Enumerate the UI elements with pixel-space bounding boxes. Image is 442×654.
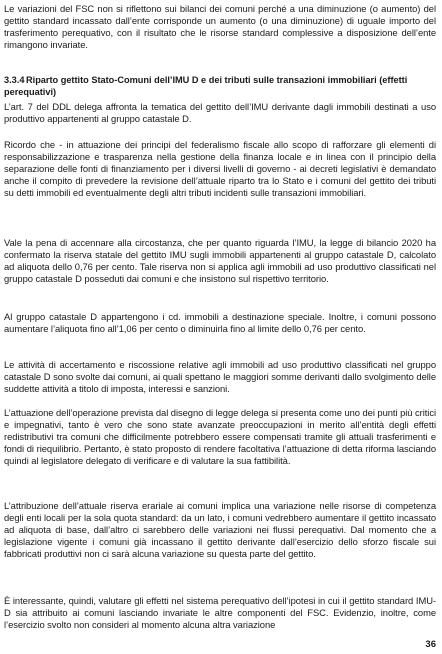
paragraph: È interessante, quindi, valutare gli effetti nel sistema perequativo dell’ipotesi in cui il gettito standard IMU-D sia attribuito ai comuni lasciando invariate le altre componenti del FSC. Evidenzio, inoltre, come l’esercizio svolto non consideri al momento alcuna altra variazione bbox=[4, 595, 436, 630]
page-number: 36 bbox=[425, 639, 436, 650]
paragraph: L’art. 7 del DDL delega affronta la tematica del gettito dell’IMU derivante dagli immobili destinati a uso produttivo appartenenti al gruppo catastale D. bbox=[4, 101, 436, 124]
paragraph: L’attribuzione dell’attuale riserva erariale ai comuni implica una variazione nelle risorse di competenza degli enti locali per la sola quota standard: da un lato, i comuni vedrebbero aumentare il gettito incassato ad aliquota di base, dall’altro ci sarebbero delle variazioni nei flussi perequativi. Dal momento che a legislazione vigente i comuni già incassano il gettito derivante dall’esercizio dello sforzo fiscale sui fabbricati produttivi non ci sarà alcuna variazione su questa parte del gettito. bbox=[4, 500, 436, 559]
section-number: 3.3.4 bbox=[4, 75, 25, 85]
intro-paragraph: Le variazioni del FSC non si riflettono sui bilanci dei comuni perché a una diminuzione (o aumento) del gettito standard incassato dall’ente corrisponde un aumento (o una diminuzione) di uguale importo del trasferimento perequativo, con il risultato che le risorse standard complessive a disposizione dell’ente rimangono invariate. bbox=[4, 3, 436, 50]
paragraph: Vale la pena di accennare alla circostanza, che per quanto riguarda l’IMU, la legge di bilancio 2020 ha confermato la riserva statale del gettito IMU sugli immobili appartenenti al gruppo catastale D, calcolato ad aliquota dello 0,76 per cento. Tale riserva non si applica agli immobili ad uso produttivo classificati nel gruppo catastale D posseduti dai comuni e che insistono sul rispettivo territorio. bbox=[4, 237, 436, 284]
paragraph: Le attività di accertamento e riscossione relative agli immobili ad uso produttivo classificati nel gruppo catastale D sono svolte dai comuni, ai quali spettano le maggiori somme derivanti dallo svolgimento delle suddette attività a titolo di imposta, interessi e sanzioni. bbox=[4, 359, 436, 394]
section-heading bbox=[4, 74, 436, 98]
paragraph: L’attuazione dell’operazione prevista dal disegno di legge delega si presenta come uno dei punti più critici e impegnativi, tanto è vero che sono state avanzate preoccupazioni in merito all’entità degli effetti redistributivi tra comuni che difficilmente potrebbero essere compensati tramite gli attuali trasferimenti e fondi di riequilibrio. Pertanto, è stato proposto di rendere facoltativa l’attuazione di detta riforma lasciando quindi al legislatore delegato di verificare e di valutare la sua fattibilità. bbox=[4, 407, 436, 466]
section-title: Riparto gettito Stato-Comuni dell’IMU D e dei tributi sulle transazioni immobiliari (effetti perequativi) bbox=[4, 75, 408, 97]
paragraph: Al gruppo catastale D appartengono i cd. immobili a destinazione speciale. Inoltre, i comuni possono aumentare l’aliquota fino all’1,06 per cento o diminuirla fino al limite dello 0,76 per cento. bbox=[4, 311, 436, 334]
paragraph: Ricordo che - in attuazione dei principi del federalismo fiscale allo scopo di rafforzare gli elementi di responsabilizzazione e trasparenza nella gestione della finanza locale e in linea con il principio della separazione delle fonti di finanziamento per i diversi livelli di governo - ai decreti legislativi è demandato anche il compito di prevedere la revisione dell’attuale riparto tra lo Stato e i comuni del gettito dei tributi su detti immobili ed eventualmente degli altri tributi incidenti sulle transazioni immobiliari. bbox=[4, 139, 436, 198]
